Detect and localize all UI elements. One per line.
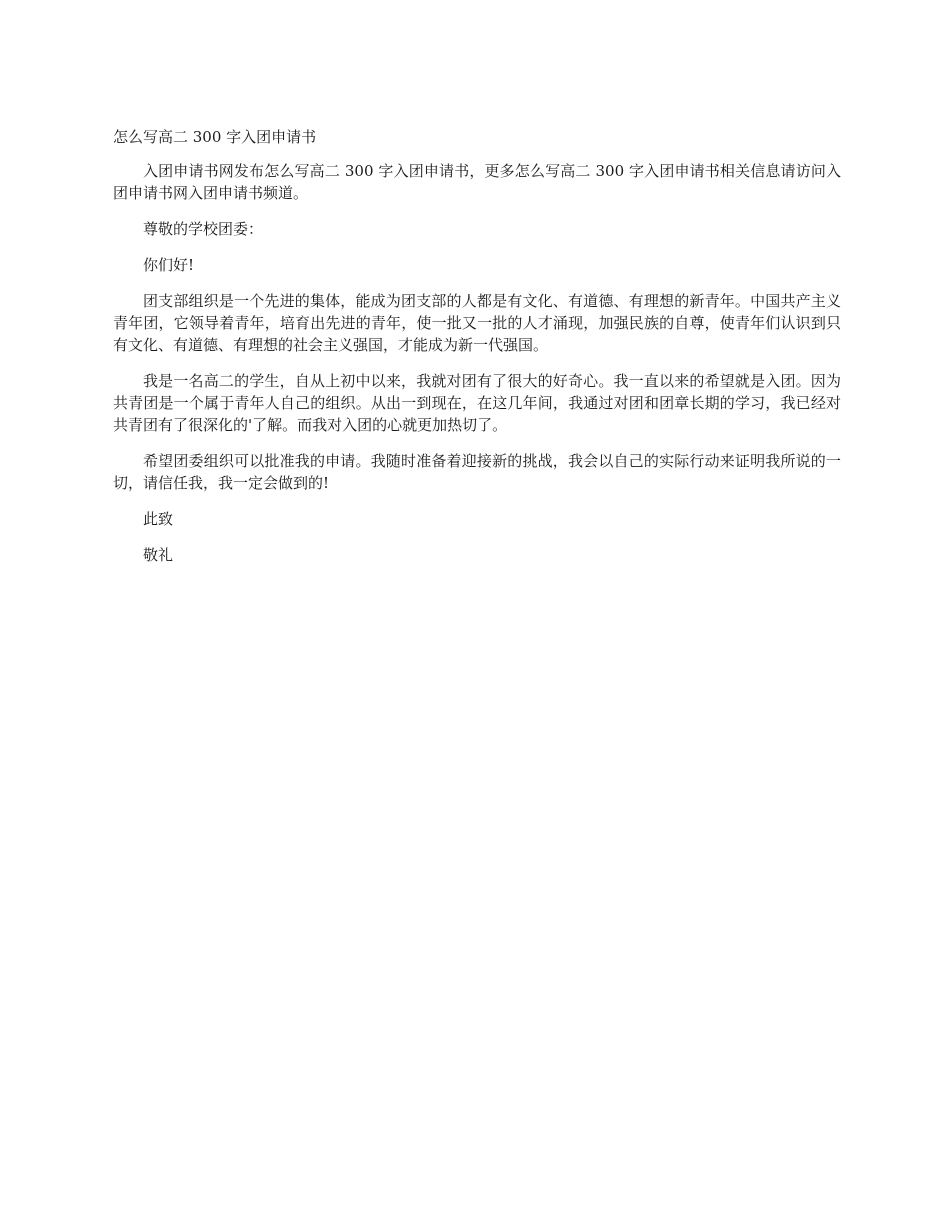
salutation: 尊敬的学校团委： (143, 220, 264, 238)
document-title: 怎么写高二 300 字入团申请书 (113, 128, 317, 146)
document-page (113, 126, 841, 580)
closing-line: 此致 (143, 510, 174, 528)
body-paragraph-1: 团支部组织是一个先进的集体，能成为团支部的人都是有文化、有道德、有理想的新青年。中国共产主义青年团，它领导着青年，培育出先进的青年，使一批又一批的人才涌现，加强民族的自尊，使青年们认识到只有文化、有道德、有理想的社会主义强国，才能成为新一代强国。 (113, 292, 841, 354)
closing-regards: 敬礼 (143, 546, 174, 564)
intro-paragraph: 入团申请书网发布怎么写高二 300 字入团申请书，更多怎么写高二 300 字入团申请书相关信息请访问入团申请书网入团申请书频道。 (113, 162, 841, 202)
body-paragraph-2: 我是一名高二的学生，自从上初中以来，我就对团有了很大的好奇心。我一直以来的希望就是入团。因为共青团是一个属于青年人自己的组织。从出一到现在，在这几年间，我通过对团和团章长期的学习，我已经对共青团有了很深化的'了解。而我对入团的心就更加热切了。 (113, 372, 841, 434)
body-paragraph-3: 希望团委组织可以批准我的申请。我随时准备着迎接新的挑战，我会以自己的实际行动来证明我所说的一切，请信任我，我一定会做到的! (113, 452, 841, 492)
greeting: 你们好! (143, 256, 195, 274)
